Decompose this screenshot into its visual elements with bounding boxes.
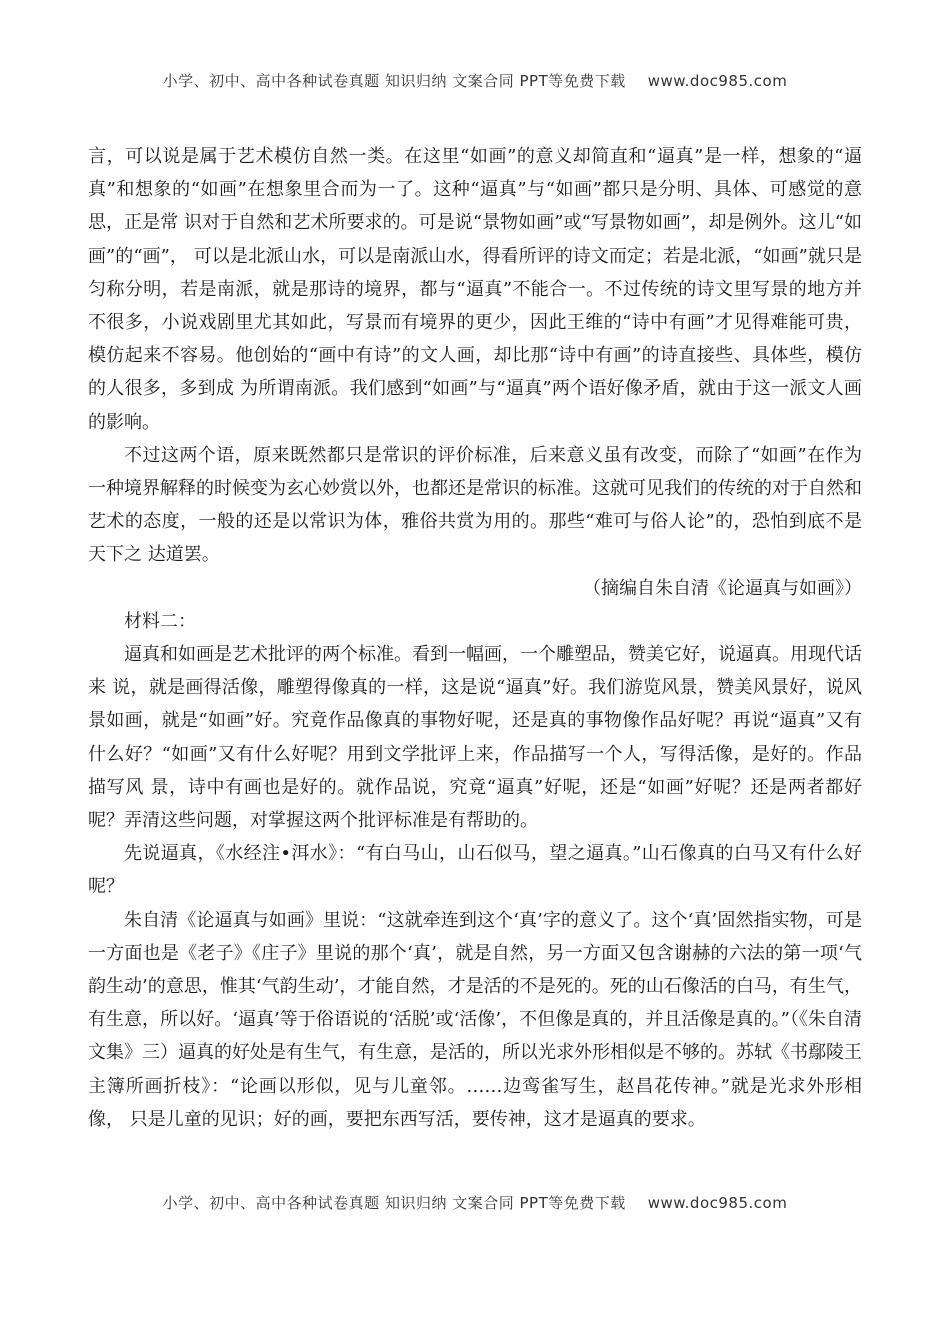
paragraph-5: 朱自清《论逼真与如画》里说：“这就牵连到这个‘真’字的意义了。这个‘真’固然指实物，可是一方面也是《老子》《庄子》里说的那个‘真’，就是自然，另一方面又包含谢赫的六法的第一项‘气韵生动’的意思，惟其‘气韵生动’，才能自然，才是活的不是死的。死的山石像活的白马，有生气， 有生意，所以好。‘逼真’等于俗语说的‘活脱’或‘活像’，不但像是真的，并且活像是真的。”（《朱自清文集》三）逼真的好处是有生气，有生意，是活的，所以光求外形相似是不够的。苏轼《书鄢陵王主簿所画折枝》：“论画以形似，见与儿童邻。……边鸾雀写生，赵昌花传神。”就是光求外形相像， 只是儿童的见识；好的画，要把东西写活，要传神，这才是逼真的要求。 [88,909,862,1130]
paragraph-3: 逼真和如画是艺术批评的两个标准。看到一幅画，一个雕塑品，赞美它好，说逼真。用现代话来 说，就是画得活像，雕塑得像真的一样，这是说“逼真”好。我们游览风景，赞美风景好，说风景如画，就是“如画”好。究竟作品像真的事物好呢，还是真的事物像作品好呢？再说“逼真”又有什么好？“如画”又有什么好呢？用到文学批评上来，作品描写一个人，写得活像，是好的。作品描写风 景，诗中有画也是好的。就作品说，究竟“逼真”好呢，还是“如画”好呢？还是两者都好呢？弄清这些问题，对掌握这两个批评标准是有帮助的。 [88,644,862,832]
footer-url-link[interactable]: www.doc985.com [647,1194,788,1212]
header-url-link[interactable]: www.doc985.com [647,72,788,90]
source-citation: （摘编自朱自清《论逼真与如画》） [583,577,862,599]
document-body [88,140,862,1136]
paragraph-4: 先说逼真，《水经注•洱水》：“有白马山，山石似马，望之逼真。”山石像真的白马又有什么好呢？ [88,843,862,898]
paragraph-2: 不过这两个语，原来既然都只是常识的评价标准，后来意义虽有改变，而除了“如画”在作为一种境界解释的时候变为玄心妙赏以外，也都还是常识的标准。这就可见我们的传统的对于自然和艺术的态度，一般的还是以常识为体，雅俗共赏为用的。那些“难可与俗人论”的，恐怕到底不是天下之 达道罢。 [88,444,862,566]
paragraph-1: 言，可以说是属于艺术模仿自然一类。在这里“如画”的意义却简直和“逼真”是一样，想象的“逼真”和想象的“如画”在想象里合而为一了。这种“逼真”与“如画”都只是分明、具体、可感觉的意思，正是常 识对于自然和艺术所要求的。可是说“景物如画”或“写景物如画”，却是例外。这儿“如画”的“画”， 可以是北派山水，可以是南派山水，得看所评的诗文而定；若是北派，“如画”就只是匀称分明，若是南派，就是那诗的境界，都与“逼真”不能合一。不过传统的诗文里写景的地方并不很多，小说戏剧里尤其如此，写景而有境界的更少，因此王维的“诗中有画”才见得难能可贵，模仿起来不容易。他创始的“画中有诗”的文人画，却比那“诗中有画”的诗直接些、具体些，模仿的人很多，多到成 为所谓南派。我们感到“如画”与“逼真”两个语好像矛盾，就由于这一派文人画的影响。 [88,146,862,433]
footer-banner-text: 小学、初中、高中各种试卷真题 知识归纳 文案合同 PPT等免费下载 [162,1194,626,1212]
section-heading-material-2: 材料二： [124,610,196,632]
footer-banner [0,1192,950,1213]
header-banner-text: 小学、初中、高中各种试卷真题 知识归纳 文案合同 PPT等免费下载 [162,72,626,90]
header-banner [0,70,950,91]
